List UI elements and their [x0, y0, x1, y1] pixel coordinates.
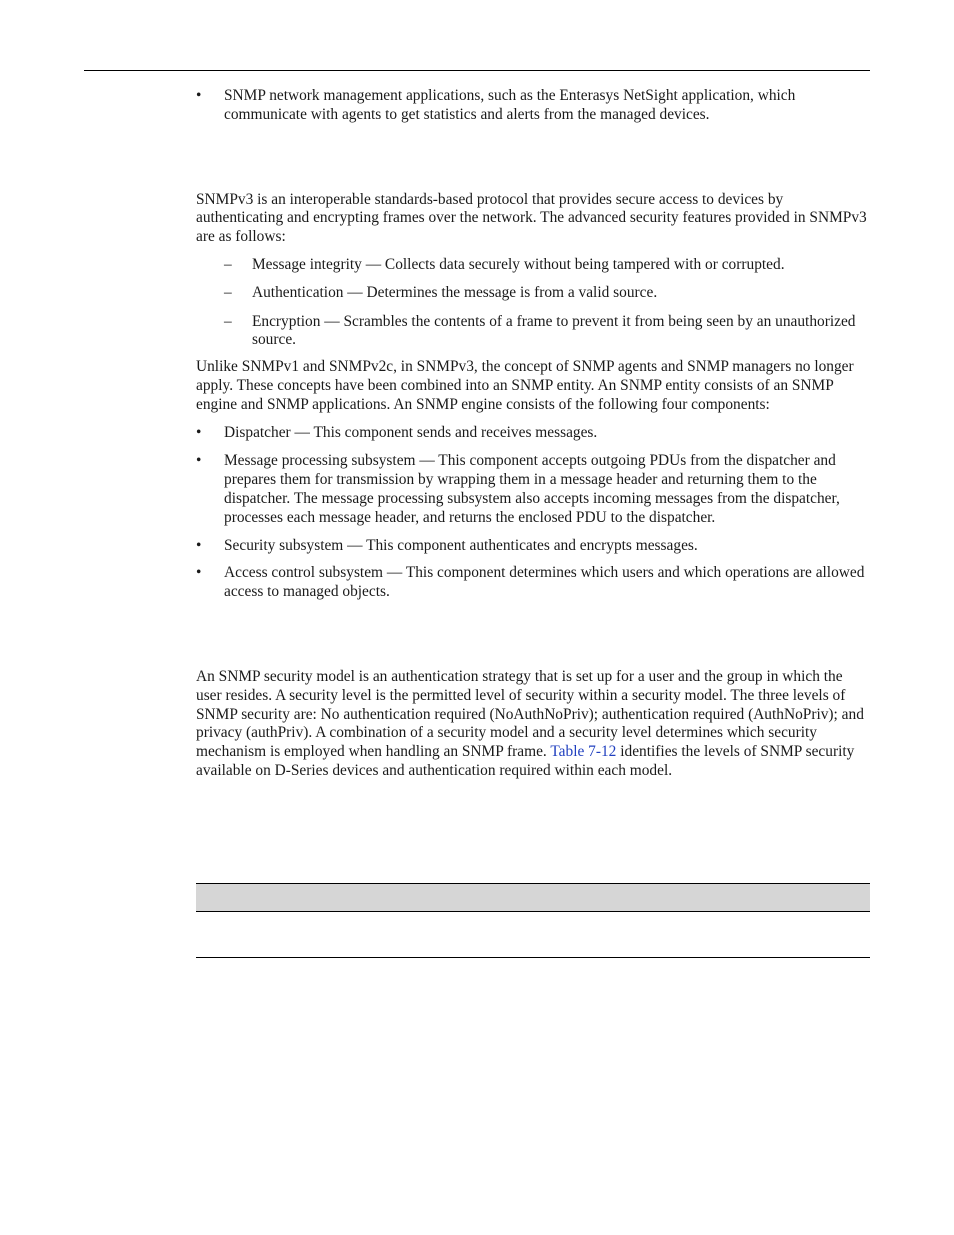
- bullet-icon: •: [196, 423, 202, 441]
- list-item: [196, 537, 870, 556]
- bullet-icon: •: [196, 536, 202, 554]
- bullet-text: SNMP network management applications, such as the Enterasys NetSight application, which communicate with agents to get statistics and alerts from the managed devices.: [224, 87, 796, 123]
- dash-icon: –: [224, 283, 232, 301]
- component-text: Security subsystem — This component authenticates and encrypts messages.: [224, 536, 698, 554]
- snmpv3-intro: SNMPv3 is an interoperable standards-based protocol that provides secure access to devices by authenticating and encrypting frames over the network. The advanced security features provided in SNMPv3 are as follows:: [196, 190, 867, 246]
- list-item: [196, 452, 870, 527]
- feature-text: Encryption — Scrambles the contents of a frame to prevent it from being seen by an unauthorized source.: [252, 312, 856, 349]
- bullet-icon: •: [196, 564, 202, 582]
- security-levels-table: [196, 883, 870, 958]
- component-text: Access control subsystem — This component determines which users and which operations are allowed access to managed objects.: [224, 564, 865, 601]
- page-content: [196, 87, 870, 781]
- feature-text: Message integrity — Collects data securely without being tampered with or corrupted.: [252, 255, 785, 273]
- table-row: [196, 912, 870, 958]
- list-item: [196, 564, 870, 602]
- list-item: [196, 424, 870, 443]
- list-item: [196, 87, 870, 125]
- security-model-text: An SNMP security model is an authentication strategy that is set up for a user and the group in which the user resides. A security level is the permitted level of security within a security model. The three levels of SNMP security are: No authentication required (NoAuthNoPriv); authentication required (AuthNoPriv); and privacy (authPriv). A combination of a security model and a security level determines which security mechanism is employed when handling an SNMP frame.: [196, 667, 864, 761]
- bullet-icon: •: [196, 87, 202, 104]
- feature-text: Authentication — Determines the message is from a valid source.: [252, 283, 658, 301]
- component-text: Dispatcher — This component sends and receives messages.: [224, 423, 598, 441]
- list-item: [196, 284, 870, 303]
- dash-icon: –: [224, 255, 232, 273]
- table-header-row: [196, 883, 870, 912]
- bullet-icon: •: [196, 452, 202, 470]
- entity-paragraph: Unlike SNMPv1 and SNMPv2c, in SNMPv3, the concept of SNMP agents and SNMP managers no longer apply. These concepts have been combined into an SNMP entity. An SNMP entity consists of an SNMP engine and SNMP applications. An SNMP engine consists of the following four components:: [196, 358, 854, 413]
- table-7-12-link[interactable]: Table 7-12: [550, 743, 617, 761]
- component-text: Message processing subsystem — This component accepts outgoing PDUs from the dispatcher and prepares them for transmission by wrapping them in a message header and returning them to the dispatcher. The message processing subsystem also accepts incoming messages from the dispatcher, processes each message header, and returns the enclosed PDU to the dispatcher.: [224, 452, 840, 526]
- list-item: [196, 313, 870, 351]
- list-item: [196, 256, 870, 275]
- security-model-text-end: identifies the levels of SNMP security available on D-Series devices and authentication required within each model.: [196, 743, 855, 779]
- dash-icon: –: [224, 312, 232, 330]
- security-model-paragraph: [196, 668, 870, 781]
- header-rule: [84, 70, 870, 71]
